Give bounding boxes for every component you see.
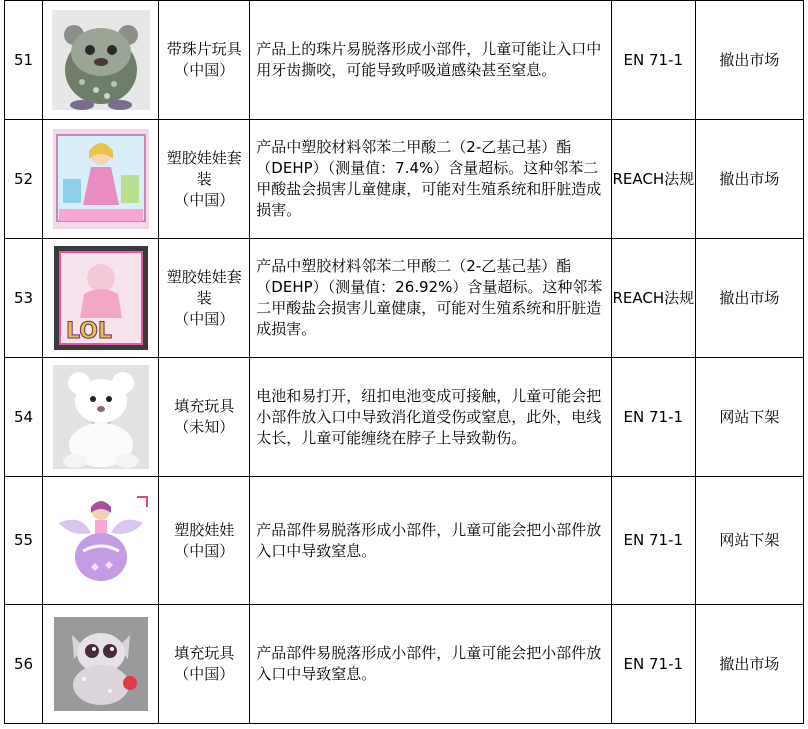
name-line: 填充玩具	[174, 397, 235, 415]
name-line: 装	[196, 169, 212, 188]
measure: 撤出市场	[695, 1, 803, 120]
measure: 网站下架	[695, 358, 803, 477]
name-line: 装	[196, 288, 212, 307]
measure: 撤出市场	[695, 605, 803, 724]
svg-text:LOL: LOL	[65, 319, 112, 344]
product-name	[159, 605, 250, 724]
table-row	[5, 477, 804, 605]
standard: REACH法规	[611, 239, 695, 358]
doll-set-box-icon	[53, 129, 149, 229]
risk-description: 电池和易打开，纽扣电池变成可接触，儿童可能会把小部件放入口中导致消化道受伤或窒息，此外，电线太长，儿童可能缠绕在脖子上导致勒伤。	[250, 358, 611, 477]
name-line: 塑胶娃娃套	[166, 267, 242, 286]
table-row	[5, 605, 804, 724]
product-name	[159, 477, 250, 605]
table-row	[5, 1, 804, 120]
risk-description: 产品中塑胶材料邻苯二甲酸二（2-乙基己基）酯（DEHP）（测量值：26.92%）含量超标。这种邻苯二甲酸盐会损害儿童健康，可能对生殖系统和肝脏造成损害。	[250, 239, 611, 358]
product-image	[43, 605, 159, 724]
name-line: 塑胶娃娃套	[166, 148, 242, 167]
name-line: 塑胶娃娃	[174, 520, 235, 539]
standard: REACH法规	[611, 120, 695, 239]
row-number: 51	[5, 1, 43, 120]
product-name	[159, 358, 250, 477]
measure: 撤出市场	[695, 120, 803, 239]
row-number: 52	[5, 120, 43, 239]
table-row	[5, 358, 804, 477]
product-image	[43, 358, 159, 477]
lol-doll-box-icon	[54, 246, 148, 350]
product-image	[43, 477, 159, 605]
name-line: （中国）	[174, 61, 235, 79]
flying-fairy-doll-icon	[51, 493, 151, 589]
row-number: 53	[5, 239, 43, 358]
row-number: 54	[5, 358, 43, 477]
risk-description: 产品中塑胶材料邻苯二甲酸二（2-乙基己基）酯（DEHP）（测量值：7.4%）含量超标。这种邻苯二甲酸盐会损害儿童健康，可能对生殖系统和肝脏造成损害。	[250, 120, 611, 239]
table-row	[5, 239, 804, 358]
name-line: （中国）	[174, 190, 235, 209]
name-line: （未知）	[174, 418, 235, 436]
sequin-plush-toy-icon	[52, 10, 150, 110]
risk-description: 产品部件易脱落形成小部件，儿童可能会把小部件放入口中导致窒息。	[250, 477, 611, 605]
row-number: 56	[5, 605, 43, 724]
table-row	[5, 120, 804, 239]
name-line: 填充玩具	[174, 644, 235, 662]
name-line: 带珠片玩具	[166, 40, 242, 58]
recall-table	[4, 0, 804, 724]
name-line: （中国）	[174, 541, 235, 560]
product-image	[43, 120, 159, 239]
name-line: （中国）	[174, 309, 235, 328]
product-name	[159, 1, 250, 120]
row-number: 55	[5, 477, 43, 605]
product-name	[159, 120, 250, 239]
measure: 撤出市场	[695, 239, 803, 358]
product-name	[159, 239, 250, 358]
standard: EN 71-1	[611, 605, 695, 724]
measure: 网站下架	[695, 477, 803, 605]
white-teddy-bear-icon	[53, 365, 149, 469]
name-line: （中国）	[174, 665, 235, 683]
risk-description: 产品上的珠片易脱落形成小部件，儿童可能让入口中用牙齿撕咬，可能导致呼吸道感染甚至窒息。	[250, 1, 611, 120]
product-image	[43, 239, 159, 358]
standard: EN 71-1	[611, 477, 695, 605]
glitter-plush-dog-icon	[54, 617, 148, 711]
standard: EN 71-1	[611, 1, 695, 120]
standard: EN 71-1	[611, 358, 695, 477]
risk-description: 产品部件易脱落形成小部件，儿童可能会把小部件放入口中导致窒息。	[250, 605, 611, 724]
product-image	[43, 1, 159, 120]
